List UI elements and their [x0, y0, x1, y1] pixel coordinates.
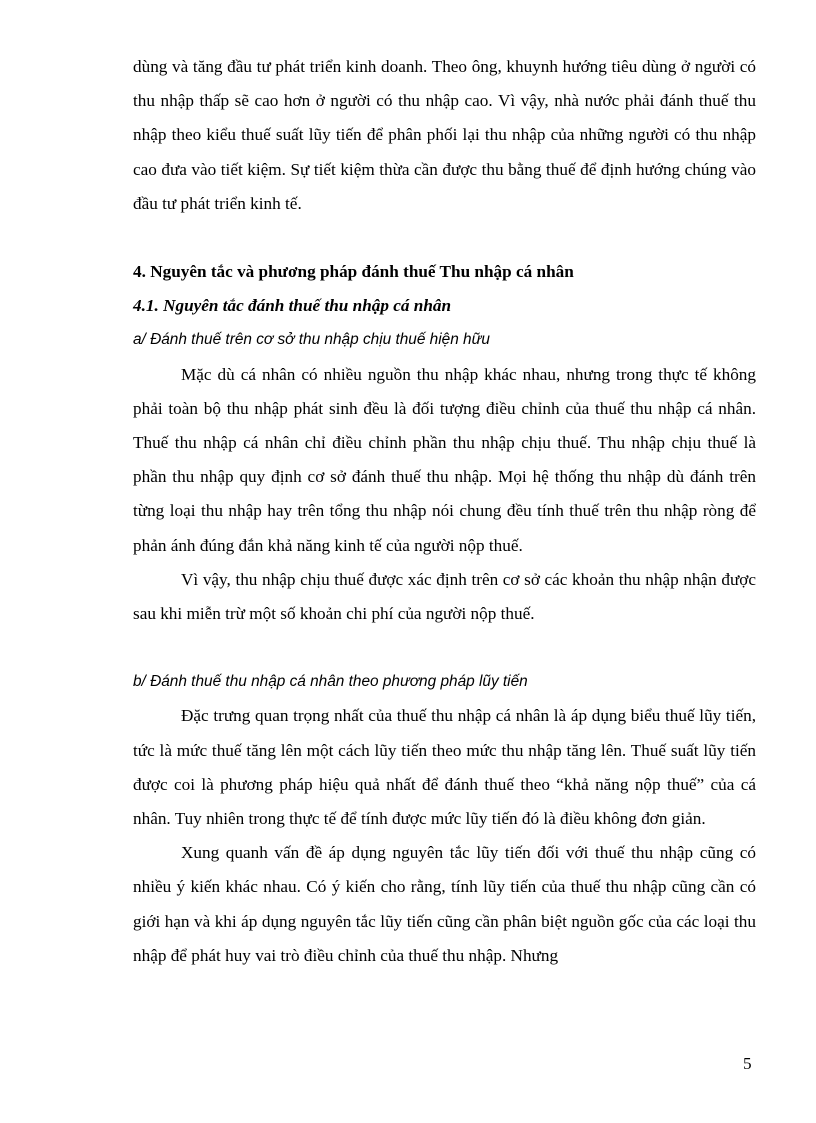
subsection-heading: 4.1. Nguyên tắc đánh thuế thu nhập cá nhân [133, 296, 452, 316]
spacer [133, 221, 756, 255]
section-heading: 4. Nguyên tắc và phương pháp đánh thuế Thu nhập cá nhân [133, 262, 574, 282]
item-b-paragraph-2: Xung quanh vấn đề áp dụng nguyên tắc lũy tiến đối với thuế thu nhập cũng có nhiều ý kiến khác nhau. Có ý kiến cho rằng, tính lũy tiến của thuế thu nhập cũng cần có giới hạn và khi áp dụng nguyên tắc lũy tiến cũng cần phân biệt nguồn gốc của các loại thu nhập để phát huy vai trò điều chỉnh của thuế thu nhập. Nhưng [133, 843, 756, 965]
paragraph-intro: dùng và tăng đầu tư phát triển kinh doanh. Theo ông, khuynh hướng tiêu dùng ở người có thu nhập thấp sẽ cao hơn ở người có thu nhập cao. Vì vậy, nhà nước phải đánh thuế thu nhập theo kiểu thuế suất lũy tiến để phân phối lại thu nhập của những người có thu nhập cao đưa vào tiết kiệm. Sự tiết kiệm thừa cần được thu bằng thuế để định hướng chúng vào đầu tư phát triển kinh tế. [133, 57, 756, 213]
spacer [133, 631, 756, 665]
item-a-paragraph-2: Vì vậy, thu nhập chịu thuế được xác định trên cơ sở các khoản thu nhập nhận được sau khi miễn trừ một số khoản chi phí của người nộp thuế. [133, 569, 756, 624]
item-a-paragraph-1: Mặc dù cá nhân có nhiều nguồn thu nhập khác nhau, nhưng trong thực tế không phải toàn bộ thu nhập phát sinh đều là đối tượng điều chỉnh của thuế thu nhập cá nhân. Thuế thu nhập cá nhân chỉ điều chỉnh phần thu nhập chịu thuế. Thu nhập chịu thuế là phần thu nhập quy định cơ sở đánh thuế thu nhập. Mọi hệ thống thu nhập dù đánh trên từng loại thu nhập hay trên tổng thu nhập nói chung đều tính thuế trên thu nhập ròng để phản ánh đúng đắn khả năng kinh tế của người nộp thuế. [133, 364, 756, 555]
document-page [133, 50, 756, 973]
page-number: 5 [743, 1054, 752, 1073]
item-b-paragraph-1: Đặc trưng quan trọng nhất của thuế thu nhập cá nhân là áp dụng biểu thuế lũy tiến, tức là mức thuế tăng lên một cách lũy tiến theo mức thu nhập tăng lên. Thuế suất lũy tiến được coi là phương pháp hiệu quả nhất để đánh thuế theo “khả năng nộp thuế” của cá nhân. Tuy nhiên trong thực tế để tính được mức lũy tiến đó là điều không đơn giản. [133, 706, 756, 829]
item-a-heading: a/ Đánh thuế trên cơ sở thu nhập chịu thuế hiện hữu [133, 331, 490, 349]
item-b-heading: b/ Đánh thuế thu nhập cá nhân theo phương pháp lũy tiến [133, 673, 528, 691]
